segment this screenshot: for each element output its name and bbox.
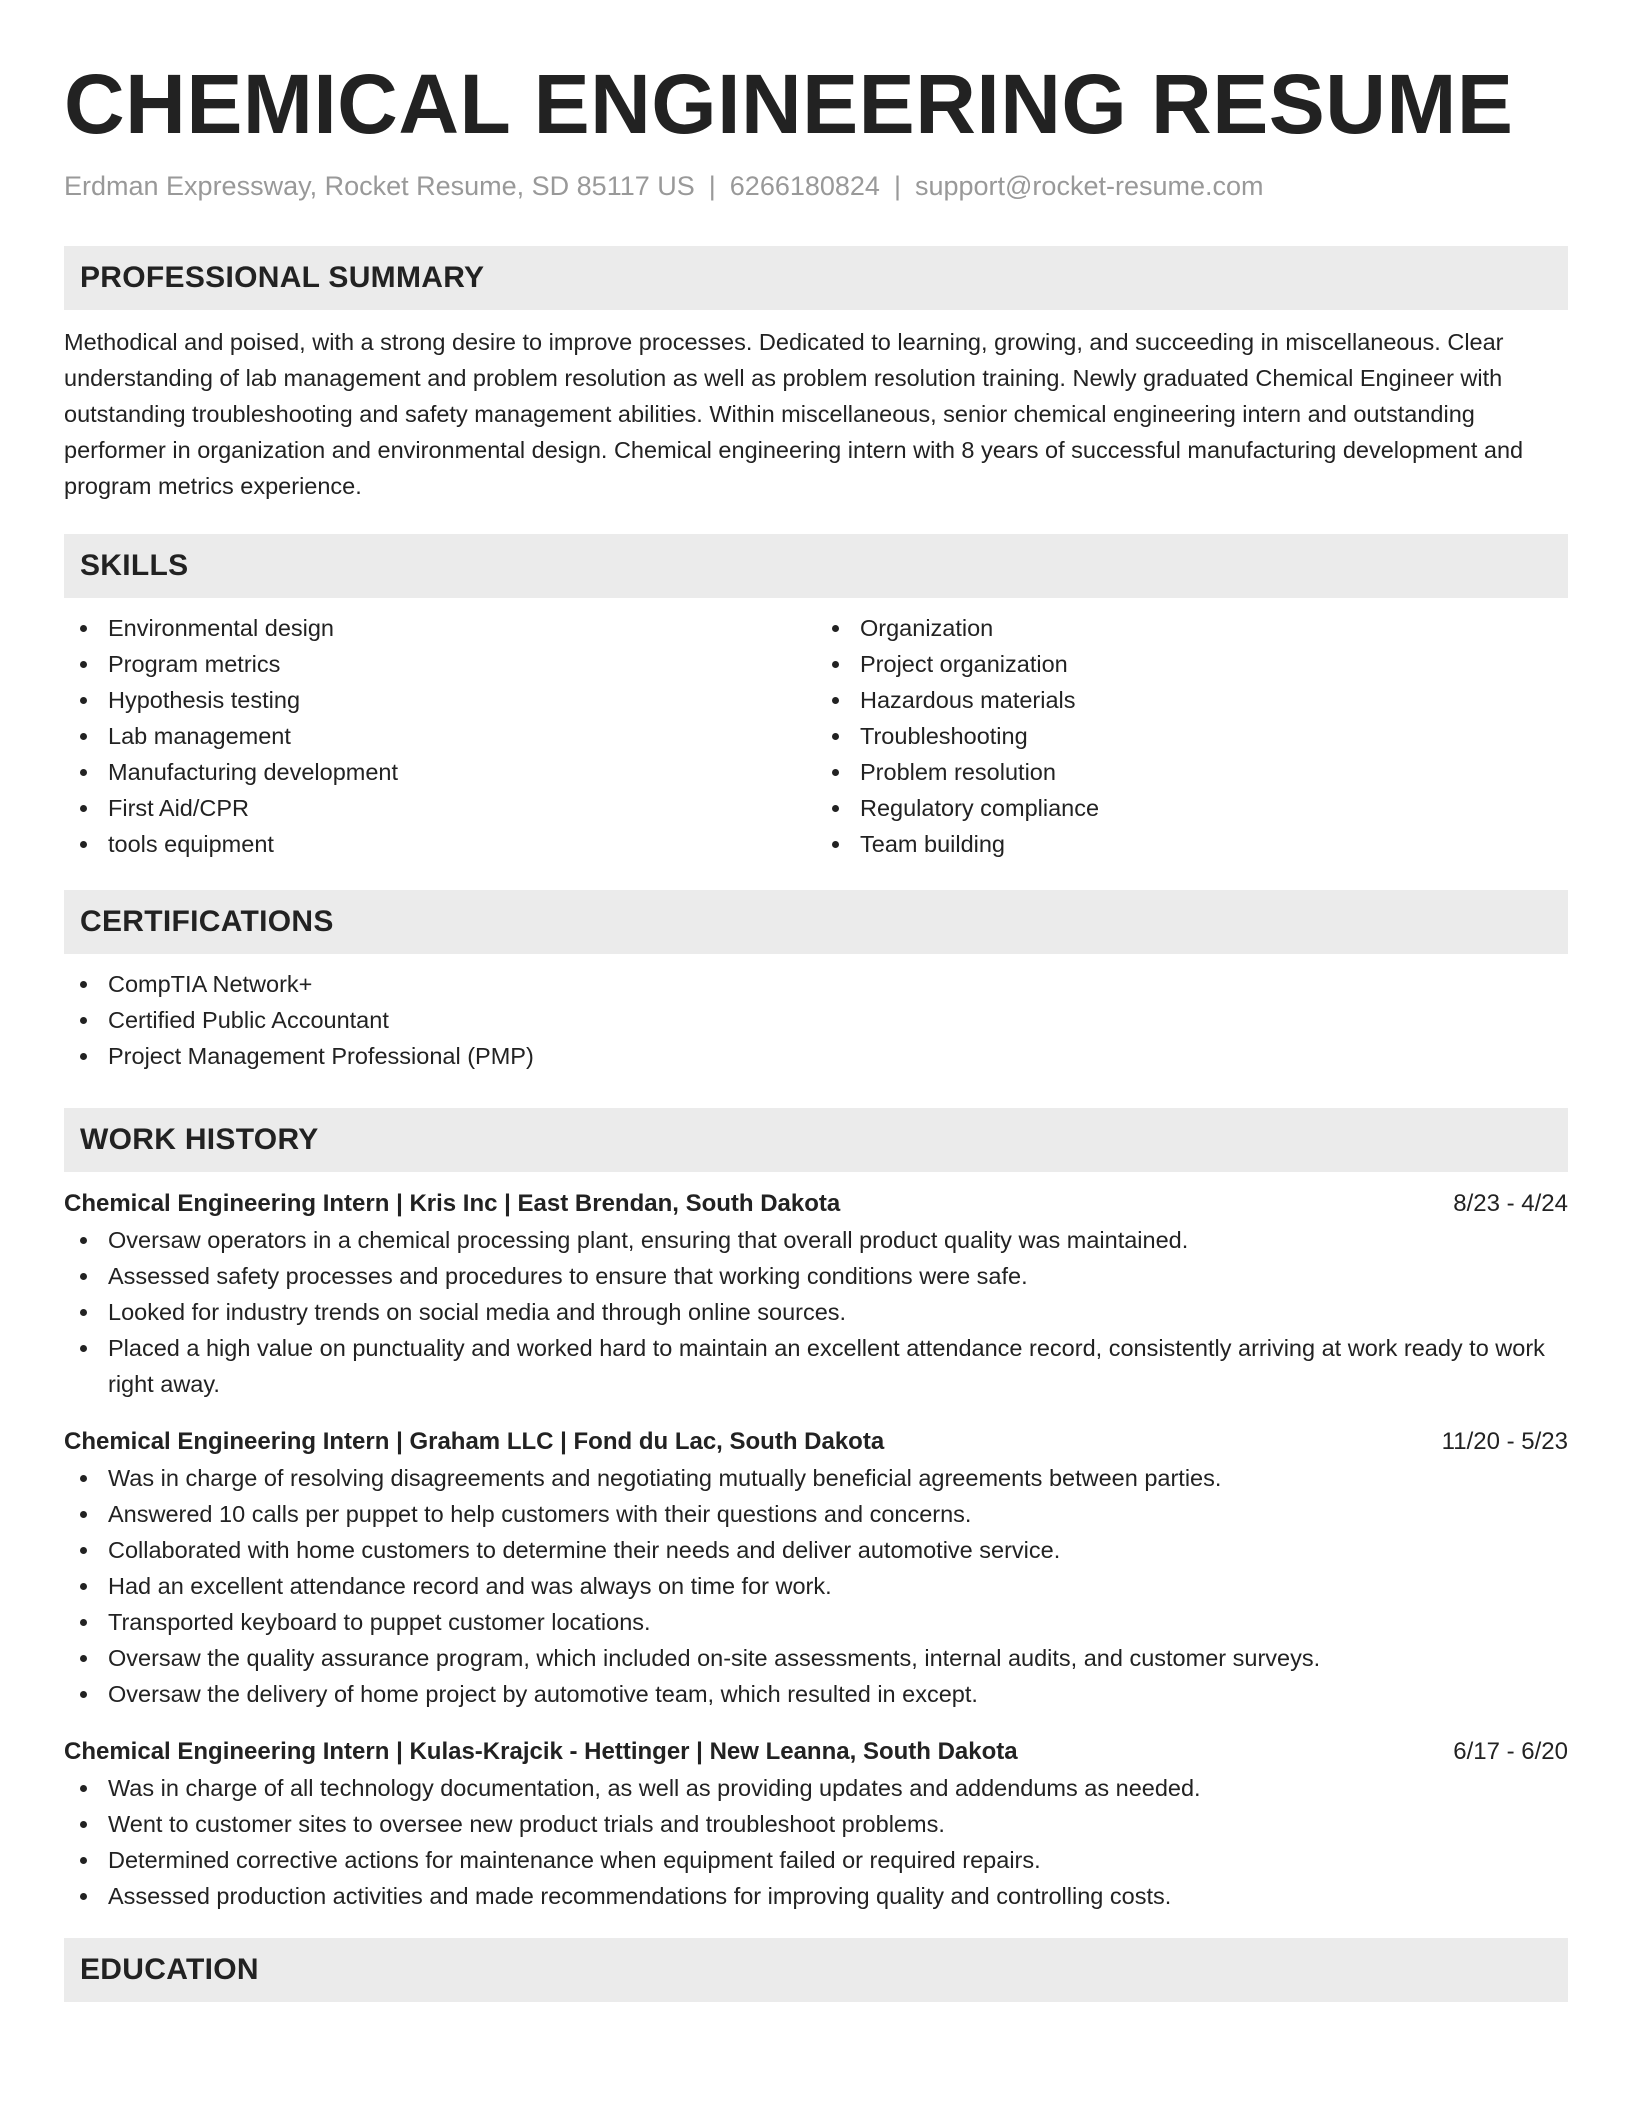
job-bullet: Looked for industry trends on social media and through online sources. (64, 1294, 1568, 1330)
job-bullet: Had an excellent attendance record and was always on time for work. (64, 1568, 1568, 1604)
skill-item: Environmental design (64, 610, 816, 646)
job-bullet: Answered 10 calls per puppet to help customers with their questions and concerns. (64, 1496, 1568, 1532)
section-header-skills: SKILLS (64, 534, 1568, 598)
certifications-list (64, 966, 1568, 1074)
job-bullet: Was in charge of resolving disagreements and negotiating mutually beneficial agreements between parties. (64, 1460, 1568, 1496)
skill-item: Hazardous materials (816, 682, 1568, 718)
skill-item: tools equipment (64, 826, 816, 862)
job-bullet: Went to customer sites to oversee new product trials and troubleshoot problems. (64, 1806, 1568, 1842)
skill-item: Organization (816, 610, 1568, 646)
contact-address: Erdman Expressway, Rocket Resume, SD 85117 US (64, 171, 695, 201)
skill-item: Program metrics (64, 646, 816, 682)
contact-separator: | (708, 171, 716, 201)
job-bullet-list (64, 1222, 1568, 1402)
contact-email: support@rocket-resume.com (914, 171, 1264, 201)
job-entry (64, 1186, 1568, 1402)
skill-item: Project organization (816, 646, 1568, 682)
job-entry (64, 1734, 1568, 1914)
job-bullet: Oversaw the delivery of home project by automotive team, which resulted in except. (64, 1676, 1568, 1712)
skill-item: Troubleshooting (816, 718, 1568, 754)
section-header-education: EDUCATION (64, 1938, 1568, 2002)
job-bullet: Transported keyboard to puppet customer locations. (64, 1604, 1568, 1640)
job-bullet: Assessed safety processes and procedures to ensure that working conditions were safe. (64, 1258, 1568, 1294)
job-entry (64, 1424, 1568, 1712)
skill-item: Problem resolution (816, 754, 1568, 790)
job-dates: 11/20 - 5/23 (1441, 1428, 1568, 1455)
skill-item: Regulatory compliance (816, 790, 1568, 826)
skill-item: Team building (816, 826, 1568, 862)
skill-item: Manufacturing development (64, 754, 816, 790)
skill-item: Lab management (64, 718, 816, 754)
contact-line (64, 168, 1568, 204)
resume-title: CHEMICAL ENGINEERING RESUME (64, 57, 1514, 151)
job-dates: 8/23 - 4/24 (1453, 1190, 1568, 1217)
job-bullet: Oversaw operators in a chemical processing plant, ensuring that overall product quality was maintained. (64, 1222, 1568, 1258)
section-header-certifications: CERTIFICATIONS (64, 890, 1568, 954)
job-header (64, 1424, 1568, 1460)
certification-item: CompTIA Network+ (64, 966, 1568, 1002)
job-bullet: Determined corrective actions for maintenance when equipment failed or required repairs. (64, 1842, 1568, 1878)
job-title: Chemical Engineering Intern | Graham LLC | Fond du Lac, South Dakota (64, 1428, 885, 1455)
skills-column-right (816, 610, 1568, 862)
skills-list (64, 610, 1568, 862)
contact-separator: | (893, 171, 901, 201)
job-title: Chemical Engineering Intern | Kris Inc | East Brendan, South Dakota (64, 1190, 841, 1217)
job-header (64, 1734, 1568, 1770)
job-bullet: Oversaw the quality assurance program, which included on-site assessments, internal audits, and customer surveys. (64, 1640, 1568, 1676)
job-bullet: Assessed production activities and made recommendations for improving quality and controlling costs. (64, 1878, 1568, 1914)
certification-item: Certified Public Accountant (64, 1002, 1568, 1038)
job-title: Chemical Engineering Intern | Kulas-Krajcik - Hettinger | New Leanna, South Dakota (64, 1738, 1018, 1765)
job-dates: 6/17 - 6/20 (1453, 1738, 1568, 1765)
skill-item: Hypothesis testing (64, 682, 816, 718)
skills-column-left (64, 610, 816, 862)
job-bullet: Collaborated with home customers to determine their needs and deliver automotive service. (64, 1532, 1568, 1568)
job-header (64, 1186, 1568, 1222)
job-bullet: Was in charge of all technology documentation, as well as providing updates and addendums as needed. (64, 1770, 1568, 1806)
job-bullet-list (64, 1460, 1568, 1712)
contact-phone: 6266180824 (729, 171, 880, 201)
job-bullet-list (64, 1770, 1568, 1914)
certification-item: Project Management Professional (PMP) (64, 1038, 1568, 1074)
section-header-summary: PROFESSIONAL SUMMARY (64, 246, 1568, 310)
summary-text: Methodical and poised, with a strong desire to improve processes. Dedicated to learning, growing, and succeeding in miscellaneous. Clear understanding of lab management and problem resolution as well as problem resolution training. Newly graduated Chemical Engineer with outstanding troubleshooting and safety management abilities. Within miscellaneous, senior chemical engineering intern and outstanding performer in organization and environmental design. Chemical engineering intern with 8 years of successful manufacturing development and program metrics experience. (64, 329, 1524, 499)
section-header-work-history: WORK HISTORY (64, 1108, 1568, 1172)
job-bullet: Placed a high value on punctuality and worked hard to maintain an excellent attendance record, consistently arriving at work ready to work right away. (64, 1330, 1568, 1402)
skill-item: First Aid/CPR (64, 790, 816, 826)
